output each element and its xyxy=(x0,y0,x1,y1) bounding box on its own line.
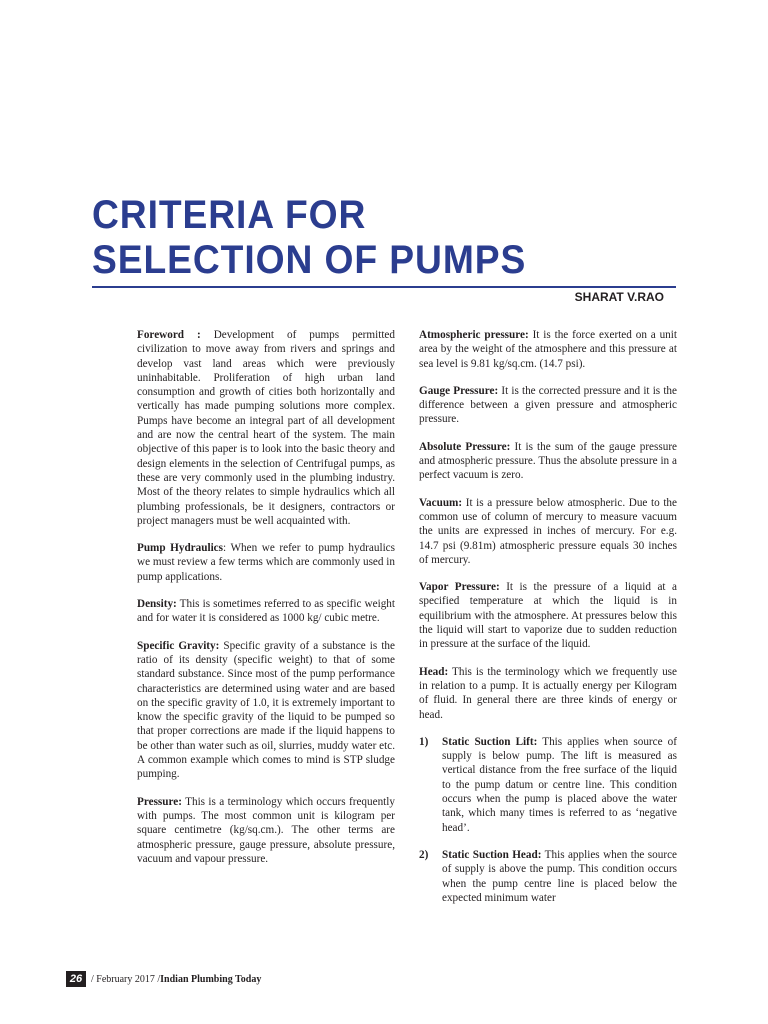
paragraph-heading: Specific Gravity: xyxy=(137,639,220,652)
paragraph-text: It is the sum of the gauge pressure and atmospheric pressure. Thus the absolute pressure in a perfect vacuum is zero. xyxy=(419,440,678,482)
paragraph-heading: Foreword : xyxy=(137,329,201,341)
paragraph-density xyxy=(137,597,395,626)
title-divider xyxy=(92,286,676,288)
item-text: This applies when source of supply is below pump. The lift is measured as vertical distance from the free surface of the liquid to the pump datum or centre line. This condition occurs when the pump is placed above the water tank, which many times is referred to as ‘negative head’. xyxy=(442,735,677,834)
paragraph-text: It is the corrected pressure and it is the difference between a given pressure and atmospheric pressure. xyxy=(419,384,677,426)
paragraph-heading: Vacuum: xyxy=(419,496,463,509)
paragraph-text: This is the terminology which we frequently use in relation to a pump. It is actually energy per Kilogram of fluid. In general there are three kinds of energy or head. xyxy=(419,665,677,721)
footer-date: / February 2017 / xyxy=(91,973,161,985)
paragraph-specific-gravity xyxy=(137,639,395,782)
paragraph-foreword xyxy=(137,328,395,528)
paragraph-heading: Pressure: xyxy=(137,795,182,808)
paragraph-pressure xyxy=(137,795,395,866)
title-line-1: CRITERIA FOR xyxy=(92,193,367,237)
page-number: 26 xyxy=(66,971,86,987)
paragraph-text: This is sometimes referred to as specific weight and for water it is considered as 1000 kg/ cubic metre. xyxy=(137,598,395,625)
left-column xyxy=(137,328,395,879)
paragraph-vapor-pressure xyxy=(419,580,677,651)
title-line-2: SELECTION OF PUMPS xyxy=(92,238,527,282)
article-title xyxy=(92,193,526,283)
paragraph-heading: Vapor Pressure: xyxy=(419,581,500,594)
paragraph-heading: Absolute Pressure: xyxy=(419,440,511,453)
right-column xyxy=(419,328,677,918)
paragraph-pump-hydraulics xyxy=(137,541,395,584)
paragraph-heading: Density: xyxy=(137,598,177,611)
paragraph-text: Specific gravity of a substance is the ratio of its density (specific weight) to that of some standard substance. Since most of the pump performance characteristics are determined using water and are based on the specific gravity of 1.0, it is extremely important to know the specific gravity of the liquid to be pumped so that proper corrections are made if the liquid happens to be other than water such as oil, slurries, muddy water etc. A common example which comes to mind is STP sludge pumping. xyxy=(137,639,395,781)
paragraph-heading: Head: xyxy=(419,665,449,678)
paragraph-heading: Pump Hydraulics xyxy=(137,542,224,555)
numbered-item-static-suction-lift xyxy=(419,735,677,835)
paragraph-vacuum xyxy=(419,496,677,567)
paragraph-heading: Atmospheric pressure: xyxy=(419,329,529,341)
paragraph-gauge-pressure xyxy=(419,384,677,427)
page-footer xyxy=(66,971,261,987)
author-name: SHARAT V.RAO xyxy=(574,290,664,304)
item-heading: Static Suction Lift: xyxy=(442,735,538,748)
paragraph-absolute-pressure xyxy=(419,440,677,483)
item-body xyxy=(442,735,677,835)
item-number: 2) xyxy=(419,848,429,861)
item-body xyxy=(442,848,677,905)
item-heading: Static Suction Head: xyxy=(442,848,542,861)
item-text: This applies when the source of supply is above the pump. This condition occurs when the pump centre line is placed below the expected minimum water xyxy=(442,848,678,904)
numbered-item-static-suction-head xyxy=(419,848,677,905)
item-number: 1) xyxy=(419,735,429,748)
paragraph-text: It is the pressure of a liquid at a specified temperature at which the liquid is in equilibrium with the atmosphere. At pressures below this the liquid will start to vaporize due to sudden reduction in pressure at the surface of the liquid. xyxy=(419,581,677,651)
paragraph-text: It is the force exerted on a unit area by the weight of the atmosphere and this pressure at sea level is 9.81 kg/sq.cm. (14.7 psi). xyxy=(419,329,677,370)
paragraph-text: It is a pressure below atmospheric. Due to the common use of column of mercury to measure vacuum the units are expressed in inches of mercury. For e.g. 14.7 psi (9.81m) atmospheric pressure equals 30 inches of mercury. xyxy=(419,496,677,566)
paragraph-text: Development of pumps permitted civilization to move away from rivers and springs and develop vast land areas which were previously uninhabitable. Proliferation of high urban land consumption and growth of cities both horizontally and vertically has made pumping solutions more complex. Pumps have become an integral part of all development and are now the central heart of the system. The main objective of this paper is to look into the basic theory and design elements in the selection of Centrifugal pumps, as these are very commonly used in the plumbing industry. Most of the theory relates to simple hydraulics which all plumbing professionals, be it designers, contractors or project managers must be well acquainted with. xyxy=(137,329,395,527)
paragraph-text: : When we refer to pump hydraulics we must review a few terms which are commonly used in pump applications. xyxy=(137,542,396,583)
paragraph-atmospheric-pressure xyxy=(419,328,677,371)
magazine-name: Indian Plumbing Today xyxy=(160,973,262,985)
paragraph-heading: Gauge Pressure: xyxy=(419,384,499,397)
paragraph-head xyxy=(419,665,677,722)
paragraph-text: This is a terminology which occurs frequently with pumps. The most common unit is kilogram per square centimetre (kg/sq.cm.). The other terms are atmospheric pressure, gauge pressure, absolute pressure, vacuum and vapour pressure. xyxy=(137,795,395,865)
